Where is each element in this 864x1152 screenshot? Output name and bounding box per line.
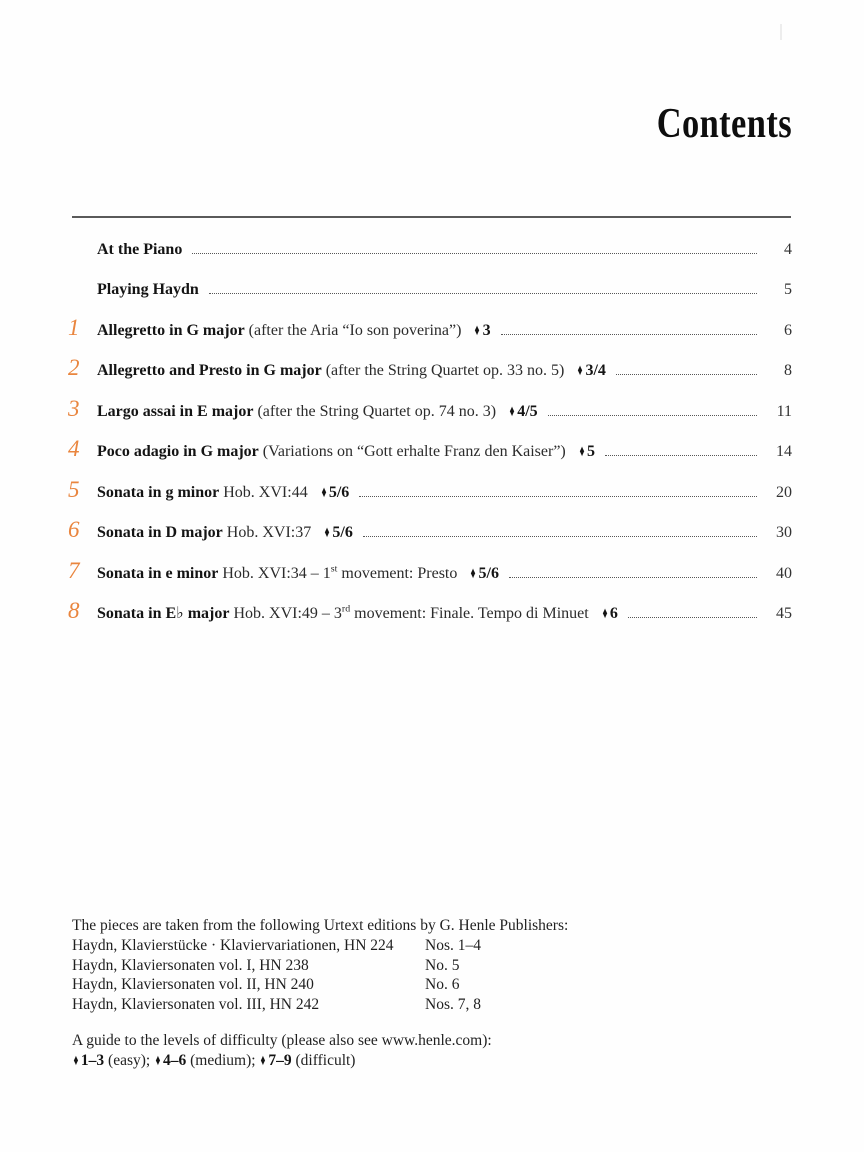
toc-entry-row [68, 599, 792, 639]
front-matter-label: At the Piano [97, 241, 183, 258]
entry-difficulty: ♦ 3/4 [577, 362, 606, 380]
entry-number: 6 [68, 517, 80, 543]
entry-difficulty: ♦ 3 [475, 321, 491, 339]
dot-leader [605, 455, 757, 456]
difficulty-level-label: (difficult) [291, 1052, 356, 1069]
edition-name: Haydn, Klavierstücke · Klaviervariationen, HN 224 [72, 936, 394, 954]
toc-entry-row [68, 559, 792, 599]
entry-page-number: 4 [784, 241, 792, 258]
entry-number: 8 [68, 597, 80, 623]
entry-difficulty: ♦ 4/5 [509, 402, 538, 420]
dot-leader [616, 374, 757, 375]
entry-difficulty: ♦ 5/6 [470, 564, 499, 582]
edition-name: Haydn, Klaviersonaten vol. II, HN 240 [72, 976, 314, 994]
difficulty-level-range: ♦ 4–6 [155, 1052, 187, 1069]
entry-title: Largo assai in E major [97, 402, 254, 420]
entry-title: Sonata in e minor [97, 564, 219, 582]
dot-leader [628, 617, 757, 618]
entry-text [97, 242, 182, 258]
difficulty-diamond-icon: ♦ [602, 604, 608, 622]
entry-page-number: 14 [776, 443, 792, 461]
entry-page-number: 6 [784, 321, 792, 339]
difficulty-diamond-icon: ♦ [579, 443, 585, 461]
difficulty-level-range: ♦ 7–9 [260, 1052, 292, 1069]
entry-difficulty: ♦ 5/6 [324, 524, 353, 542]
header-rule [72, 216, 791, 218]
edition-row [72, 975, 568, 995]
difficulty-guide [72, 1031, 492, 1071]
entry-subtitle: Hob. XVI:44 [223, 483, 308, 501]
dot-leader [363, 536, 757, 537]
entry-title: Allegretto in G major [97, 321, 245, 339]
edition-numbers: No. 6 [425, 976, 460, 994]
difficulty-level-label: (medium); [186, 1052, 260, 1069]
dot-leader [192, 253, 757, 254]
toc-entry-row [68, 397, 792, 437]
source-note [72, 916, 568, 1015]
dot-leader [548, 415, 757, 416]
edition-row [72, 995, 568, 1015]
source-note-intro: The pieces are taken from the following Urtext editions by G. Henle Publishers: [72, 917, 569, 934]
entry-text [97, 485, 349, 501]
difficulty-diamond-icon: ♦ [155, 1052, 161, 1069]
toc-entry-row [68, 437, 792, 477]
entry-page-number: 45 [776, 604, 792, 622]
entry-number [68, 235, 97, 258]
entry-text [97, 282, 199, 298]
entry-difficulty: ♦ 6 [602, 604, 618, 622]
dot-leader [209, 293, 757, 294]
entry-subtitle: Hob. XVI:34 – 1st movement: Presto [222, 563, 458, 582]
edition-row [72, 956, 568, 976]
page-title: Contents [656, 101, 792, 147]
entry-number: 7 [68, 557, 80, 583]
entry-page-number: 11 [776, 402, 792, 420]
entry-page-number: 30 [776, 524, 792, 542]
entry-text [97, 603, 618, 622]
entry-text [97, 323, 491, 339]
entry-title: Sonata in D major [97, 524, 223, 542]
difficulty-diamond-icon: ♦ [475, 321, 481, 339]
ordinal-superscript: st [330, 563, 338, 575]
difficulty-diamond-icon: ♦ [470, 564, 476, 582]
difficulty-guide-levels [72, 1051, 492, 1071]
entry-page-number: 40 [776, 564, 792, 582]
entry-text [97, 363, 606, 379]
entry-title: Allegretto and Presto in G major [97, 362, 322, 380]
difficulty-guide-intro: A guide to the levels of difficulty (please also see www.henle.com): [72, 1032, 492, 1049]
entry-number: 4 [68, 436, 80, 462]
difficulty-diamond-icon: ♦ [324, 524, 330, 542]
front-matter-label: Playing Haydn [97, 281, 199, 299]
entry-page-number: 20 [776, 483, 792, 501]
entry-number: 3 [68, 395, 80, 421]
entry-subtitle: (after the Aria “Io son poverina”) [248, 321, 462, 339]
toc-entry-row [68, 356, 792, 396]
entry-title: Sonata in E♭ major [97, 604, 230, 622]
entry-number: 2 [68, 355, 80, 381]
edition-row [72, 936, 568, 956]
edition-name: Haydn, Klaviersonaten vol. III, HN 242 [72, 996, 320, 1014]
print-crop-mark [780, 24, 782, 40]
toc-front-row [68, 235, 792, 275]
entry-difficulty: ♦ 5 [579, 443, 595, 461]
difficulty-level-range: ♦ 1–3 [73, 1052, 105, 1069]
entry-subtitle: Hob. XVI:49 – 3rd movement: Finale. Tempo di Minuet [233, 603, 589, 622]
difficulty-diamond-icon: ♦ [321, 483, 327, 501]
difficulty-diamond-icon: ♦ [260, 1052, 266, 1069]
edition-name: Haydn, Klaviersonaten vol. I, HN 238 [72, 956, 309, 974]
entry-number: 1 [68, 314, 80, 340]
edition-numbers: Nos. 7, 8 [425, 996, 481, 1014]
toc-entry-row [68, 518, 792, 558]
entry-title: Poco adagio in G major [97, 443, 259, 461]
entry-subtitle: (Variations on “Gott erhalte Franz den Kaiser”) [262, 443, 566, 461]
entry-text [97, 404, 538, 420]
edition-numbers: Nos. 1–4 [425, 936, 481, 954]
entry-title: Sonata in g minor [97, 483, 220, 501]
entry-subtitle: (after the String Quartet op. 33 no. 5) [325, 362, 565, 380]
dot-leader [509, 577, 757, 578]
entry-subtitle: Hob. XVI:37 [226, 524, 312, 542]
entry-text [97, 444, 595, 460]
toc-entry-row [68, 316, 792, 356]
toc-list [68, 235, 792, 639]
entry-difficulty: ♦ 5/6 [321, 483, 350, 501]
edition-list [72, 936, 568, 1015]
difficulty-diamond-icon: ♦ [509, 402, 515, 420]
edition-numbers: No. 5 [425, 956, 460, 974]
entry-text [97, 525, 353, 541]
toc-entry-row [68, 478, 792, 518]
entry-page-number: 5 [784, 281, 792, 299]
dot-leader [359, 496, 757, 497]
ordinal-superscript: rd [341, 603, 351, 615]
dot-leader [501, 334, 757, 335]
difficulty-diamond-icon: ♦ [577, 362, 583, 380]
entry-text [97, 563, 499, 582]
entry-number: 5 [68, 476, 80, 502]
entry-page-number: 8 [784, 362, 792, 380]
toc-front-row [68, 275, 792, 315]
entry-subtitle: (after the String Quartet op. 74 no. 3) [257, 402, 497, 420]
entry-number [68, 275, 97, 298]
difficulty-level-label: (easy); [104, 1052, 155, 1069]
difficulty-diamond-icon: ♦ [73, 1052, 79, 1069]
